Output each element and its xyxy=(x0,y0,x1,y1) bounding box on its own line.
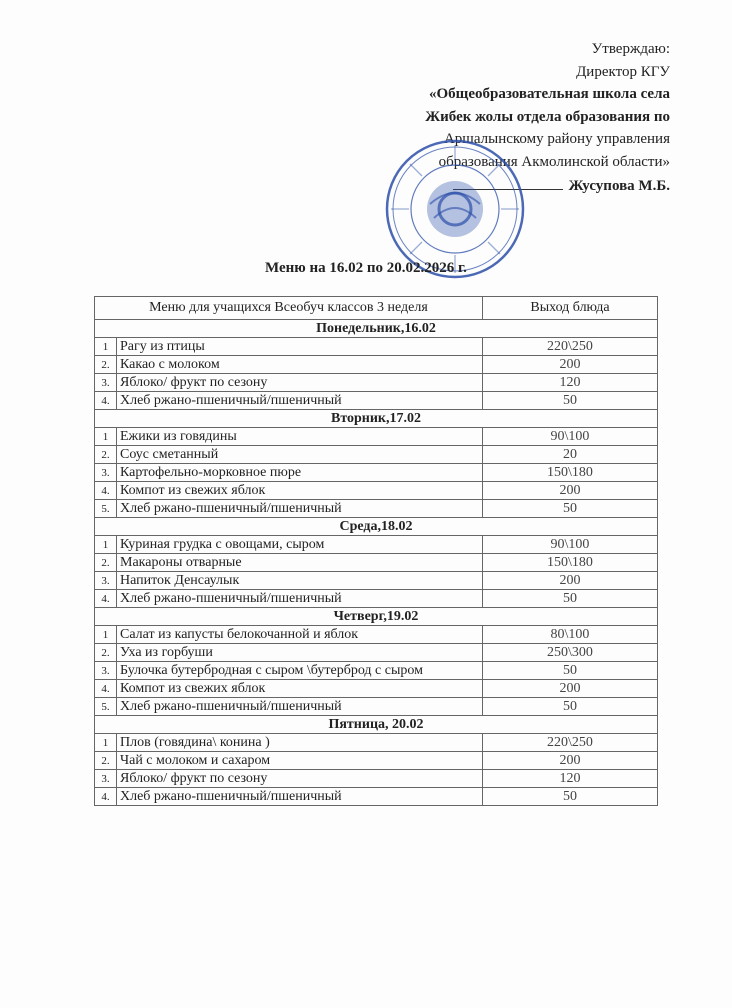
menu-table xyxy=(94,296,658,806)
table-row xyxy=(95,662,658,680)
item-number: 1 xyxy=(95,536,117,554)
day-header-row xyxy=(95,320,658,338)
approval-org-line-2: Жибек жолы отдела образования по xyxy=(425,108,670,125)
table-row xyxy=(95,464,658,482)
item-number: 1 xyxy=(95,626,117,644)
item-number: 1 xyxy=(95,338,117,356)
dish-name: Яблоко/ фрукт по сезону xyxy=(117,770,483,788)
approval-org-line-1: «Общеобразовательная школа села xyxy=(429,86,670,102)
dish-weight: 200 xyxy=(483,752,658,770)
seal-emblem-icon xyxy=(384,138,526,280)
item-number: 3. xyxy=(95,572,117,590)
day-name: Среда,18.02 xyxy=(95,518,658,536)
table-row xyxy=(95,770,658,788)
dish-weight: 90\100 xyxy=(483,428,658,446)
dish-weight: 220\250 xyxy=(483,734,658,752)
item-number: 1 xyxy=(95,734,117,752)
dish-weight: 200 xyxy=(483,356,658,374)
header-weight: Выход блюда xyxy=(483,297,658,320)
dish-name: Плов (говядина\ конина ) xyxy=(117,734,483,752)
table-row xyxy=(95,572,658,590)
dish-name: Хлеб ржано-пшеничный/пшеничный xyxy=(117,392,483,410)
item-number: 3. xyxy=(95,464,117,482)
item-number: 2. xyxy=(95,446,117,464)
dish-weight: 150\180 xyxy=(483,554,658,572)
item-number: 2. xyxy=(95,644,117,662)
dish-name: Соус сметанный xyxy=(117,446,483,464)
dish-weight: 50 xyxy=(483,788,658,806)
dish-weight: 90\100 xyxy=(483,536,658,554)
table-row xyxy=(95,752,658,770)
dish-name: Уха из горбуши xyxy=(117,644,483,662)
table-row xyxy=(95,338,658,356)
day-header-row xyxy=(95,608,658,626)
table-row xyxy=(95,374,658,392)
dish-weight: 200 xyxy=(483,680,658,698)
day-header-row xyxy=(95,716,658,734)
menu-body xyxy=(95,320,658,806)
item-number: 2. xyxy=(95,356,117,374)
item-number: 4. xyxy=(95,392,117,410)
dish-weight: 50 xyxy=(483,698,658,716)
day-name: Понедельник,16.02 xyxy=(95,320,658,338)
dish-weight: 120 xyxy=(483,770,658,788)
dish-weight: 50 xyxy=(483,590,658,608)
table-row xyxy=(95,698,658,716)
dish-name: Хлеб ржано-пшеничный/пшеничный xyxy=(117,788,483,806)
dish-name: Яблоко/ фрукт по сезону xyxy=(117,374,483,392)
table-row xyxy=(95,626,658,644)
approval-position: Директор КГУ xyxy=(576,63,670,80)
item-number: 4. xyxy=(95,680,117,698)
dish-name: Хлеб ржано-пшеничный/пшеничный xyxy=(117,590,483,608)
item-number: 4. xyxy=(95,590,117,608)
dish-weight: 20 xyxy=(483,446,658,464)
item-number: 4. xyxy=(95,788,117,806)
approval-org-line-4: образования Акмолинской области» xyxy=(438,153,670,170)
item-number: 5. xyxy=(95,698,117,716)
item-number: 1 xyxy=(95,428,117,446)
dish-weight: 120 xyxy=(483,374,658,392)
dish-weight: 150\180 xyxy=(483,464,658,482)
table-row xyxy=(95,500,658,518)
table-row xyxy=(95,644,658,662)
item-number: 3. xyxy=(95,374,117,392)
table-row xyxy=(95,590,658,608)
table-row xyxy=(95,788,658,806)
dish-name: Картофельно-морковное пюре xyxy=(117,464,483,482)
day-name: Пятница, 20.02 xyxy=(95,716,658,734)
table-row xyxy=(95,356,658,374)
table-row xyxy=(95,680,658,698)
dish-name: Куриная грудка с овощами, сыром xyxy=(117,536,483,554)
table-row xyxy=(95,554,658,572)
dish-weight: 200 xyxy=(483,572,658,590)
table-row xyxy=(95,536,658,554)
dish-name: Какао с молоком xyxy=(117,356,483,374)
item-number: 5. xyxy=(95,500,117,518)
dish-weight: 220\250 xyxy=(483,338,658,356)
dish-name: Хлеб ржано-пшеничный/пшеничный xyxy=(117,500,483,518)
dish-name: Напиток Денсаулык xyxy=(117,572,483,590)
dish-name: Макароны отварные xyxy=(117,554,483,572)
dish-name: Хлеб ржано-пшеничный/пшеничный xyxy=(117,698,483,716)
day-header-row xyxy=(95,410,658,428)
table-row xyxy=(95,392,658,410)
day-header-row xyxy=(95,518,658,536)
table-row xyxy=(95,446,658,464)
signer-name: Жусупова М.Б. xyxy=(568,178,670,194)
item-number: 2. xyxy=(95,554,117,572)
table-row xyxy=(95,482,658,500)
dish-weight: 250\300 xyxy=(483,644,658,662)
dish-name: Булочка бутербродная с сыром \бутерброд с сыром xyxy=(117,662,483,680)
dish-name: Чай с молоком и сахаром xyxy=(117,752,483,770)
dish-weight: 200 xyxy=(483,482,658,500)
dish-name: Ежики из говядины xyxy=(117,428,483,446)
dish-name: Компот из свежих яблок xyxy=(117,482,483,500)
dish-weight: 50 xyxy=(483,500,658,518)
item-number: 3. xyxy=(95,770,117,788)
table-row xyxy=(95,734,658,752)
dish-name: Салат из капусты белокочанной и яблок xyxy=(117,626,483,644)
header-dish: Меню для учащихся Всеобуч классов 3 неделя xyxy=(95,297,483,320)
table-header-row xyxy=(95,297,658,320)
menu-title: Меню на 16.02 по 20.02.2026 г. xyxy=(265,260,467,276)
dish-weight: 50 xyxy=(483,392,658,410)
item-number: 3. xyxy=(95,662,117,680)
dish-name: Рагу из птицы xyxy=(117,338,483,356)
approval-org-line-3: Аршалынскому району управления xyxy=(443,131,670,147)
approval-heading: Утверждаю: xyxy=(591,41,670,57)
dish-name: Компот из свежих яблок xyxy=(117,680,483,698)
item-number: 2. xyxy=(95,752,117,770)
day-name: Вторник,17.02 xyxy=(95,410,658,428)
day-name: Четверг,19.02 xyxy=(95,608,658,626)
dish-weight: 50 xyxy=(483,662,658,680)
table-row xyxy=(95,428,658,446)
dish-weight: 80\100 xyxy=(483,626,658,644)
item-number: 4. xyxy=(95,482,117,500)
